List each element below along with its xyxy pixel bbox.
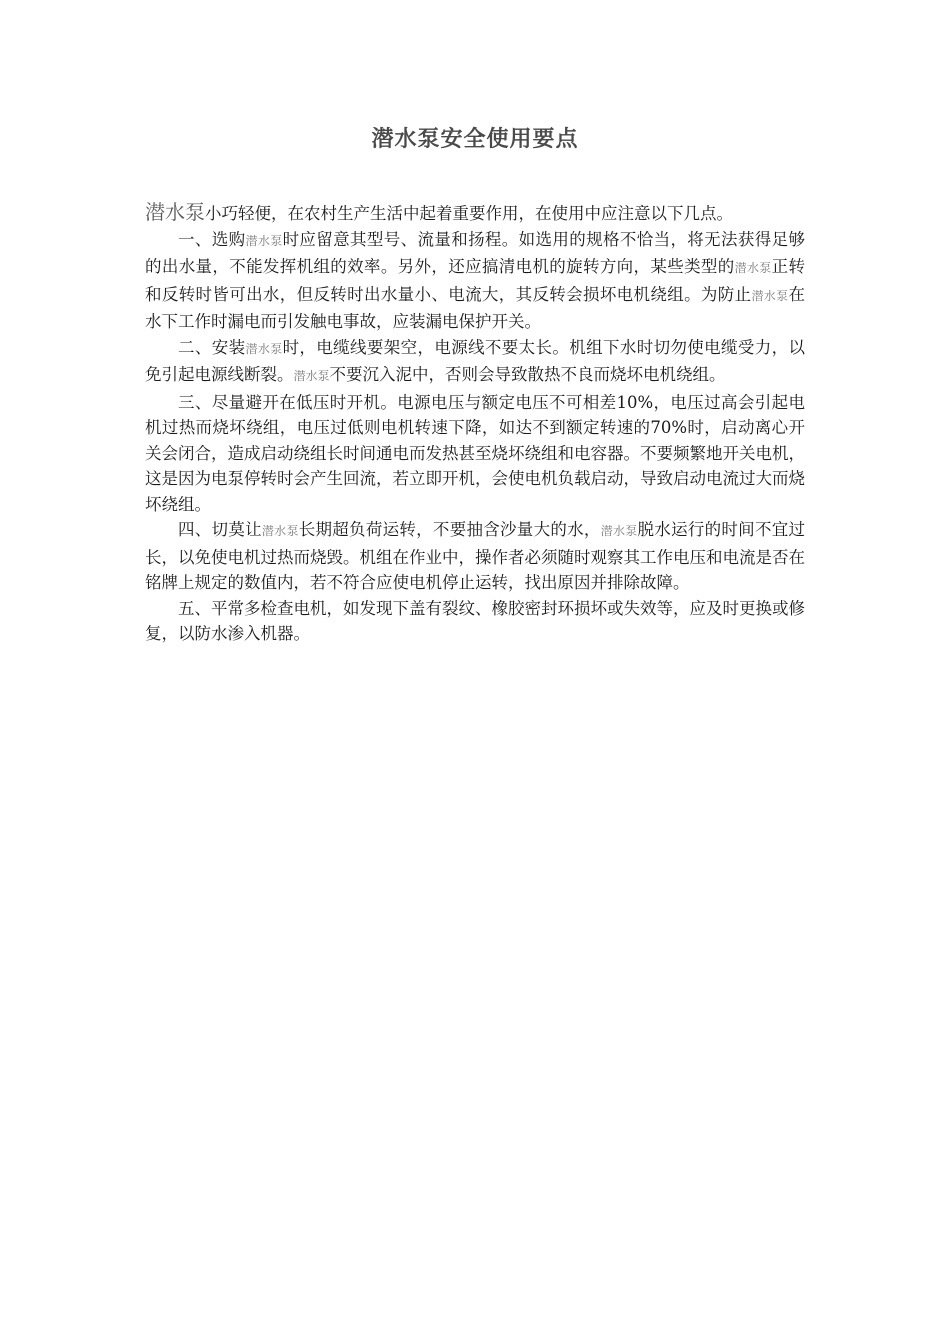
document-title: 潜水泵安全使用要点 <box>371 127 579 152</box>
section-1-part-1: 一、选购 <box>178 229 246 249</box>
section-2-keyword-1: 潜水泵 <box>245 341 283 356</box>
section-4-keyword-1: 潜水泵 <box>261 524 299 538</box>
section-4-paragraph <box>145 517 805 596</box>
section-4-part-2: 长期超负荷运转，不要抽含沙量大的水， <box>298 520 601 539</box>
section-1-keyword-1: 潜水泵 <box>245 233 283 248</box>
section-1-paragraph <box>145 227 805 335</box>
section-2-part-1: 二、安装 <box>178 337 246 357</box>
section-2-part-3: 不要沉入泥中，否则会导致散热不良而烧坏电机绕组。 <box>329 365 726 384</box>
section-5-paragraph <box>145 596 805 647</box>
section-3-paragraph <box>145 390 805 518</box>
section-3-part-1: 三、尽量避开在低压时开机。电源电压与额定电压不可相差10%，电压过高会引起电机过热而烧坏绕组，电压过低则电机转速下降，如达不到额定转速的70%时，启动离心开关会闭合，造成启动绕组长时间通电而发热甚至烧坏绕组和电容器。不要频繁地开关电机，这是因为电泵停转时会产生回流，若立即开机，会使电机负载启动，导致启动电流过大而烧坏绕组。 <box>145 392 805 514</box>
section-2-paragraph <box>145 335 805 390</box>
section-4-part-1: 四、切莫让 <box>178 520 262 539</box>
intro-paragraph <box>145 200 805 227</box>
section-5-part-1: 五、平常多检查电机，如发现下盖有裂纹、橡胶密封环损坏或失效等，应及时更换或修复，以防水渗入机器。 <box>145 598 805 643</box>
section-1-keyword-2: 潜水泵 <box>734 261 772 275</box>
section-1-keyword-3: 潜水泵 <box>751 288 789 303</box>
section-2-keyword-2: 潜水泵 <box>293 369 330 383</box>
section-1-part-4: 在水下工作时漏电而引发触电事故，应装漏电保护开关。 <box>145 284 805 331</box>
document-body <box>145 200 805 647</box>
intro-keyword: 潜水泵 <box>145 200 205 224</box>
section-1-part-2: 时应留意其型号、流量和扬程。如选用的规格不恰当，将无法获得足够的出水量，不能发挥机组的效率。另外，还应搞清电机的旋转方向，某些类型的 <box>145 229 805 276</box>
section-4-keyword-2: 潜水泵 <box>600 524 638 538</box>
section-4-part-3: 脱水运行的时间不宜过长，以免使电机过热而烧毁。机组在作业中，操作者必须随时观察其工作电压和电流是否在铭牌上规定的数值内，若不符合应使电机停止运转，找出原因并排除故障。 <box>145 520 805 592</box>
intro-text: 小巧轻便，在农村生产生活中起着重要作用，在使用中应注意以下几点。 <box>205 204 733 223</box>
section-2-part-2: 时，电缆线要架空，电源线不要太长。机组下水时切勿使电缆受力，以免引起电源线断裂。 <box>145 337 805 384</box>
section-1-part-3: 正转和反转时皆可出水，但反转时出水量小、电流大，其反转会损坏电机绕组。为防止 <box>145 257 806 304</box>
